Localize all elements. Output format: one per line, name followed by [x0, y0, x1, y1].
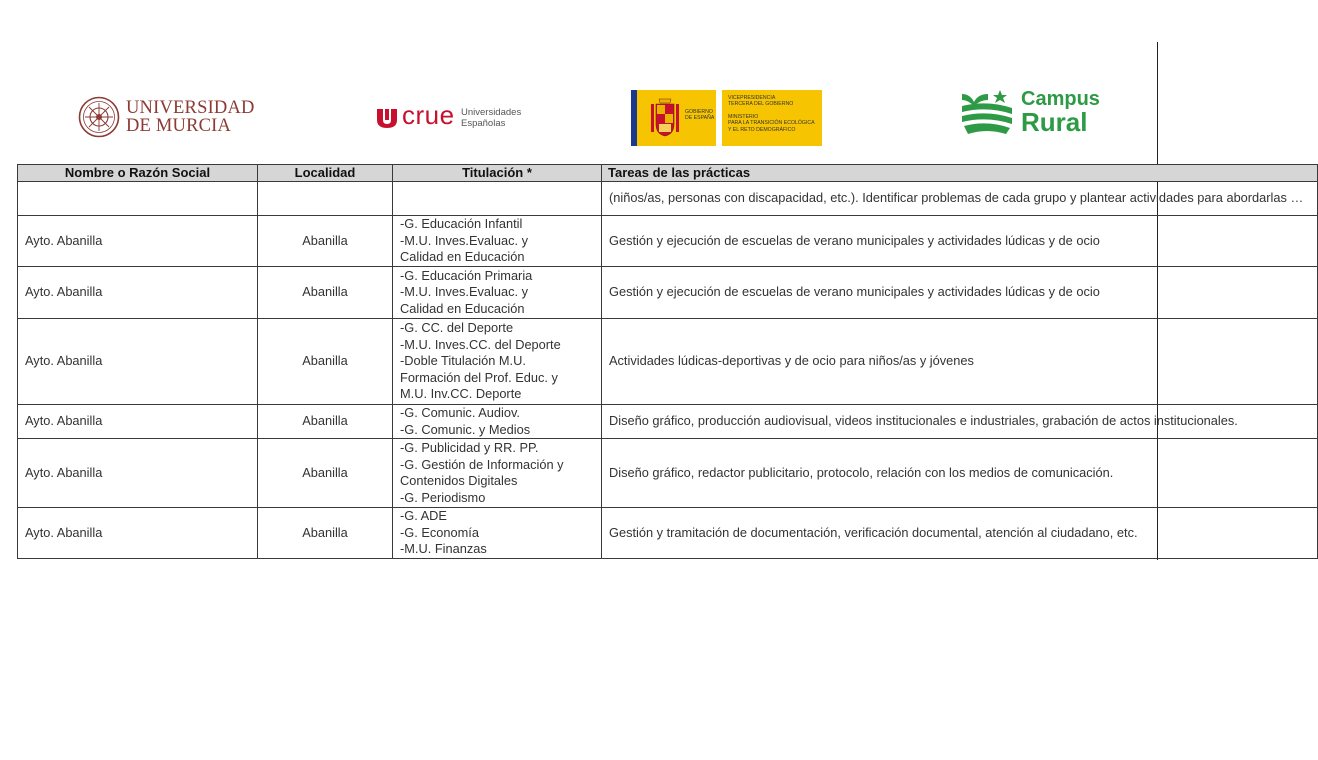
cell-titulacion: [393, 508, 602, 559]
cell-nombre: Ayto. Abanilla: [18, 508, 258, 559]
cell-nombre: Ayto. Abanilla: [18, 319, 258, 405]
cell-nombre: Ayto. Abanilla: [18, 267, 258, 319]
universidad-logo-line1: UNIVERSIDAD: [126, 98, 255, 118]
cell-localidad: Abanilla: [258, 439, 393, 508]
header-localidad: Localidad: [258, 165, 393, 182]
gobierno-logo-vicepresidencia: VICEPRESIDENCIA TERCERA DEL GOBIERNO: [728, 95, 794, 108]
tareas-text: Gestión y ejecución de escuelas de verano municipales y actividades lúdicas y de ocio: [609, 284, 1100, 300]
titulacion-line: Calidad en Educación: [400, 249, 525, 265]
campus-logo-word1: Campus: [1021, 88, 1100, 110]
table-row: [18, 508, 1318, 559]
cell-localidad: Abanilla: [258, 405, 393, 439]
cell-titulacion: [393, 182, 602, 216]
table-row: [18, 267, 1318, 319]
cell-localidad: Abanilla: [258, 319, 393, 405]
header-tareas: Tareas de las prácticas: [602, 165, 1318, 182]
tareas-text: Gestión y ejecución de escuelas de verano municipales y actividades lúdicas y de ocio: [609, 232, 1100, 248]
cell-localidad: [258, 182, 393, 216]
titulacion-line: -G. Gestión de Información y: [400, 456, 564, 472]
table-header-row: [18, 165, 1318, 182]
titulacion-line: -G. Comunic. Audiov.: [400, 405, 520, 420]
campus-rural-fields-icon: [960, 88, 1014, 138]
cell-tareas: [602, 182, 1318, 216]
campus-logo-word2: Rural: [1021, 107, 1088, 137]
table-row: [18, 182, 1318, 216]
gobierno-logo-ministerio: MINISTERIO PARA LA TRANSICIÓN ECOLÓGICA Y EL RETO DEMOGRÁFICO: [728, 114, 815, 133]
crue-logo-sub2: Españolas: [461, 118, 506, 129]
cell-localidad: Abanilla: [258, 508, 393, 559]
cell-tareas: [602, 319, 1318, 405]
titulacion-line: -M.U. Finanzas: [400, 541, 487, 557]
titulacion-line: -G. Periodismo: [400, 489, 486, 505]
titulacion-line: -G. Comunic. y Medios: [400, 421, 531, 437]
titulacion-line: Contenidos Digitales: [400, 473, 518, 488]
gobierno-logo-eu-band: [631, 90, 637, 146]
table-row: [18, 319, 1318, 405]
cell-localidad: Abanilla: [258, 267, 393, 319]
titulacion-line: -G. CC. del Deporte: [400, 320, 514, 336]
cell-nombre: [18, 182, 258, 216]
tareas-text: Actividades lúdicas-deportivas y de ocio para niños/as y jóvenes: [609, 353, 974, 369]
cell-tareas: [602, 508, 1318, 559]
tareas-text: (niños/as, personas con discapacidad, etc.). Identificar problemas de cada grupo y plantear actividades para abordarlas …: [609, 190, 1304, 206]
cell-titulacion: [393, 267, 602, 319]
titulacion-line: -G. ADE: [400, 508, 447, 524]
crue-mark-icon: [376, 107, 398, 129]
cell-titulacion: [393, 439, 602, 508]
header-titulacion: Titulación *: [393, 165, 602, 182]
titulacion-line: -M.U. Inves.Evaluac. y: [400, 232, 529, 248]
cell-titulacion: [393, 319, 602, 405]
titulacion-line: -G. Educación Infantil: [400, 216, 523, 232]
cell-tareas: [602, 216, 1318, 267]
gobierno-logo-name: GOBIERNO DE ESPAÑA: [685, 109, 715, 122]
titulacion-line: -G. Educación Primaria: [400, 267, 533, 283]
table-row: [18, 216, 1318, 267]
university-seal-icon: [78, 96, 120, 138]
practicas-table-container: [17, 164, 1304, 562]
table-body: [18, 182, 1318, 559]
universidad-logo-line2: DE MURCIA: [126, 116, 232, 136]
header-nombre: Nombre o Razón Social: [18, 165, 258, 182]
cell-nombre: Ayto. Abanilla: [18, 439, 258, 508]
tareas-text: Gestión y tramitación de documentación, verificación documental, atención al ciudadano, etc.: [609, 524, 1138, 540]
titulacion-line: M.U. Inv.CC. Deporte: [400, 386, 522, 402]
cell-tareas: [602, 405, 1318, 439]
cell-tareas: [602, 439, 1318, 508]
table-row: [18, 439, 1318, 508]
titulacion-line: -M.U. Inves.CC. del Deporte: [400, 336, 561, 352]
titulacion-line: -G. Economía: [400, 524, 479, 540]
tareas-text: Diseño gráfico, redactor publicitario, protocolo, relación con los medios de comunicación.: [609, 464, 1114, 480]
cell-tareas: [602, 267, 1318, 319]
titulacion-line: Calidad en Educación: [400, 300, 525, 316]
practicas-table: [17, 164, 1318, 559]
crue-logo-word: crue: [402, 100, 455, 130]
cell-nombre: Ayto. Abanilla: [18, 216, 258, 267]
tareas-text: Diseño gráfico, producción audiovisual, videos institucionales e industriales, grabación de actos institucionales.: [609, 413, 1238, 429]
titulacion-line: Formación del Prof. Educ. y: [400, 369, 558, 385]
titulacion-line: -M.U. Inves.Evaluac. y: [400, 284, 529, 300]
cell-nombre: Ayto. Abanilla: [18, 405, 258, 439]
titulacion-line: -G. Publicidad y RR. PP.: [400, 440, 539, 455]
table-row: [18, 405, 1318, 439]
crue-logo-sub1: Universidades: [461, 107, 522, 118]
spain-coat-of-arms-icon: [649, 96, 681, 140]
titulacion-line: -Doble Titulación M.U.: [400, 353, 526, 369]
cell-localidad: Abanilla: [258, 216, 393, 267]
gobierno-de-espana-logo: [631, 90, 822, 146]
cell-titulacion: [393, 405, 602, 439]
cell-titulacion: [393, 216, 602, 267]
